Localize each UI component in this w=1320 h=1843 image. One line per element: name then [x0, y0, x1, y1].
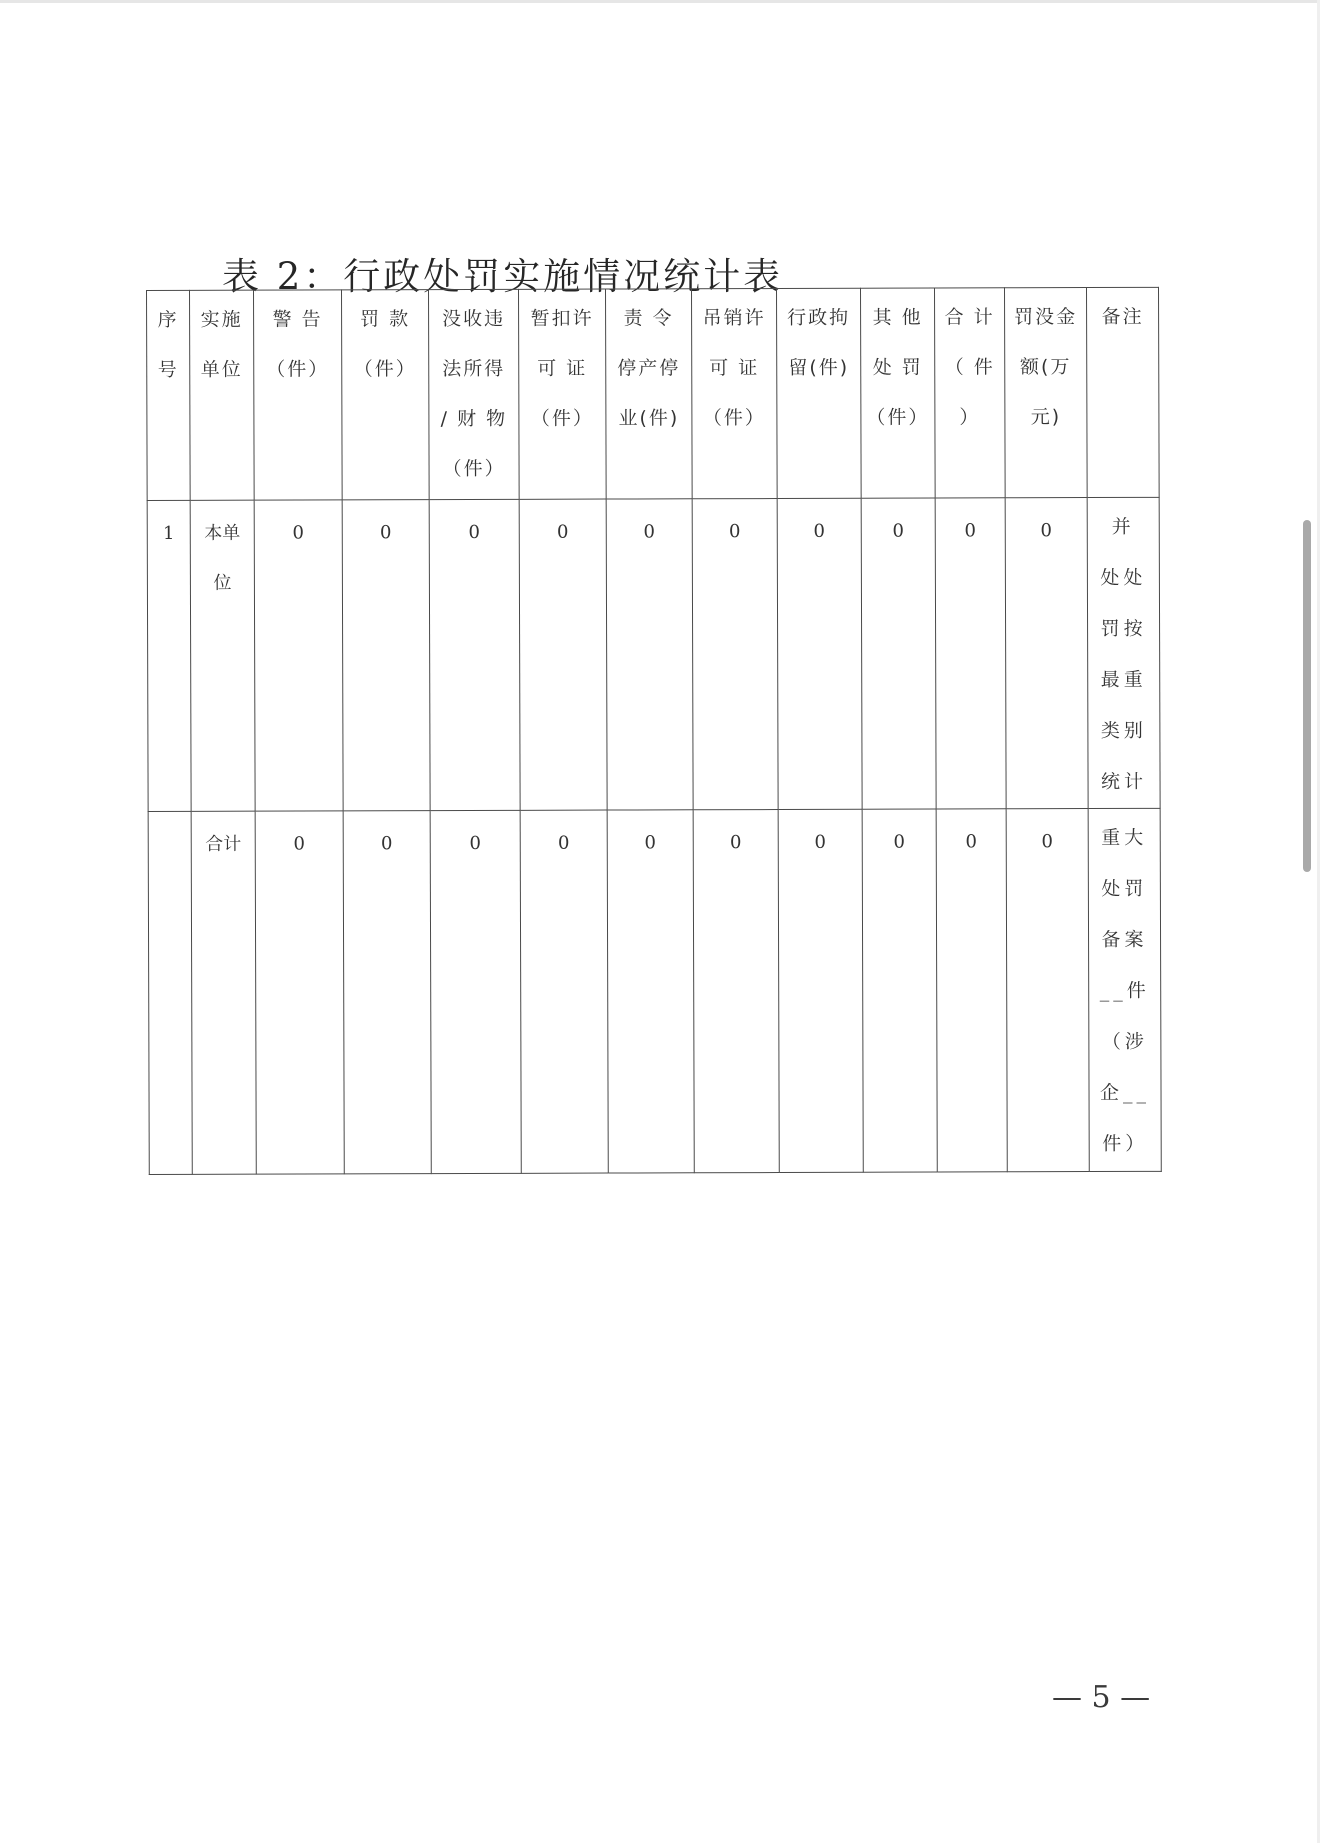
scrollbar-thumb[interactable] [1303, 520, 1311, 872]
value-total: 0 [935, 498, 1006, 809]
header-unit: 实施 单位 [190, 290, 255, 500]
value-fine: 0 [342, 500, 430, 811]
total-fine: 0 [343, 811, 431, 1174]
header-production-halt: 责 令 停产停 业(件) [605, 289, 692, 499]
header-detention: 行政拘 留(件) [776, 288, 861, 498]
total-other-penalty: 0 [862, 809, 937, 1172]
header-amount: 罚没金 额(万 元) [1004, 288, 1087, 498]
table-header-row [147, 287, 1160, 500]
value-amount: 0 [1005, 498, 1088, 809]
value-other-penalty: 0 [861, 498, 936, 809]
table-total-row [148, 808, 1161, 1174]
row-note: 并 处处 罚按 最重 类别 统计 [1087, 497, 1160, 808]
header-confiscation: 没收违 法所得 / 财 物 （件） [429, 289, 520, 499]
total-amount: 0 [1006, 809, 1089, 1172]
value-confiscation: 0 [429, 499, 520, 810]
page-top-edge [0, 0, 1320, 3]
header-fine: 罚 款 （件） [342, 290, 430, 500]
header-other-penalty: 其 他 处 罚 （件） [860, 288, 935, 498]
header-license-revocation: 吊销许 可 证 （件） [691, 289, 777, 499]
total-production-halt: 0 [607, 810, 694, 1173]
penalty-statistics-table [146, 287, 1162, 1175]
row-index: 1 [147, 500, 191, 811]
header-warning: 警 告 （件） [254, 290, 343, 500]
value-detention: 0 [777, 498, 862, 809]
total-row-unit: 合计 [191, 811, 256, 1174]
header-note: 备注 [1086, 287, 1159, 497]
value-license-suspension: 0 [519, 499, 607, 810]
total-row-note: 重大 处罚 备案 __件 （涉 企__ 件） [1088, 808, 1161, 1171]
header-license-suspension: 暂扣许 可 证 （件） [518, 289, 606, 499]
total-total: 0 [936, 809, 1007, 1172]
total-row-index [148, 811, 192, 1174]
table-title: 表 2：行政处罚实施情况统计表 [222, 255, 784, 298]
total-license-revocation: 0 [693, 810, 779, 1173]
value-production-halt: 0 [606, 499, 693, 810]
total-detention: 0 [778, 809, 863, 1172]
total-license-suspension: 0 [520, 810, 608, 1173]
total-confiscation: 0 [430, 810, 521, 1173]
row-unit: 本单 位 [190, 500, 255, 811]
header-total: 合 计 （ 件 ） [934, 288, 1005, 498]
header-index: 序 号 [147, 290, 191, 500]
value-license-revocation: 0 [692, 499, 778, 810]
total-warning: 0 [255, 811, 344, 1174]
table-row [147, 497, 1160, 811]
value-warning: 0 [254, 500, 343, 811]
page-number: — 5 — [1052, 1680, 1151, 1715]
